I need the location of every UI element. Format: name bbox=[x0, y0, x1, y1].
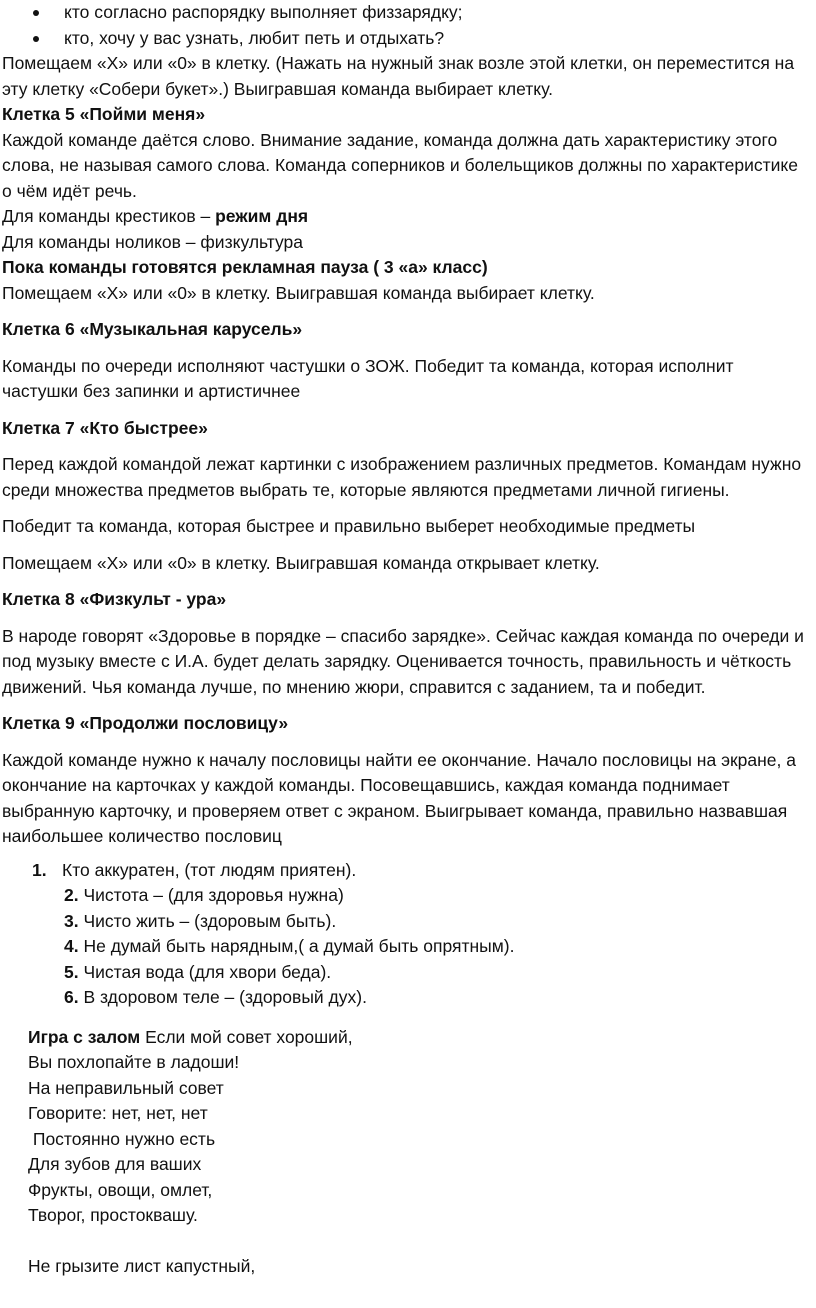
bullet-icon bbox=[33, 10, 39, 16]
proverb-list bbox=[2, 858, 806, 1011]
paragraph: Команды по очереди исполняют частушки о ЗОЖ. Победит та команда, которая исполнит частушки без запинки и артистичнее bbox=[2, 355, 734, 401]
section-heading: Клетка 9 «Продолжи пословицу» bbox=[2, 713, 289, 733]
section-heading: Клетка 6 «Музыкальная карусель» bbox=[2, 319, 303, 339]
poem-line: Для зубов для ваших bbox=[28, 1154, 202, 1174]
list-item: 6. В здоровом теле – (здоровый дух). bbox=[64, 987, 367, 1007]
paragraph: Помещаем «Х» или «0» в клетку. (Нажать на нужный знак возле этой клетки, он переместится на эту клетку «Собери букет».) Выигравшая команда выбирает клетку. bbox=[2, 53, 795, 99]
list-item: 1. Кто аккуратен, (тот людям приятен). bbox=[32, 859, 357, 880]
poem-line: Игра с залом Если мой совет хороший, bbox=[28, 1026, 353, 1047]
section-heading: Пока команды готовятся рекламная пауза ( 3 «а» класс) bbox=[2, 257, 488, 277]
poem-line: Творог, простоквашу. bbox=[28, 1205, 198, 1225]
bullet-icon bbox=[33, 36, 39, 42]
list-item: 5. Чистая вода (для хвори беда). bbox=[64, 961, 332, 982]
paragraph: Каждой команде нужно к началу пословицы найти ее окончание. Начало пословицы на экране, а окончание на карточках у каждой команды. Посовещавшись, каждая команда поднимает выбранную карточку, и проверяем ответ с экраном. Выигрывает команда, правильно назвавшая наибольшее количество пословиц bbox=[2, 749, 796, 846]
list-item: кто согласно распорядку выполняет физзарядку; bbox=[2, 0, 806, 26]
poem-line: Не грызите лист капустный, bbox=[28, 1256, 256, 1276]
list-item: 2. Чистота – (для здоровья нужна) bbox=[64, 885, 344, 905]
paragraph: Для команды ноликов – физкультура bbox=[2, 231, 304, 252]
list-item: 4. Не думай быть нарядным,( а думай быть опрятным). bbox=[64, 936, 515, 956]
poem-line: Постоянно нужно есть bbox=[28, 1128, 216, 1149]
paragraph: В народе говорят «Здоровье в порядке – спасибо зарядке». Сейчас каждая команда по очереди и под музыку вместе с И.А. будет делать зарядку. Оценивается точность, правильность и чёткость движений. Чья команда лучше, по мнению жюри, справится с заданием, та и победит. bbox=[2, 625, 804, 697]
poem-line: Говорите: нет, нет, нет bbox=[28, 1103, 208, 1123]
section-heading: Клетка 5 «Пойми меня» bbox=[2, 104, 206, 124]
section-heading: Клетка 7 «Кто быстрее» bbox=[2, 417, 208, 438]
paragraph: Перед каждой командой лежат картинки с изображением различных предметов. Командам нужно среди множества предметов выбрать те, которые являются предметами личной гигиены. bbox=[2, 454, 802, 500]
paragraph: Помещаем «Х» или «0» в клетку. Выигравшая команда выбирает клетку. bbox=[2, 282, 595, 303]
list-item: кто, хочу у вас узнать, любит петь и отдыхать? bbox=[2, 26, 806, 52]
poem-line: На неправильный совет bbox=[28, 1077, 224, 1098]
paragraph: Помещаем «Х» или «0» в клетку. Выигравшая команда открывает клетку. bbox=[2, 552, 600, 573]
paragraph: Для команды крестиков – режим дня bbox=[2, 206, 309, 226]
paragraph: Каждой команде даётся слово. Внимание задание, команда должна дать характеристику этого слова, не называя самого слова. Команда соперников и болельщиков должны по характеристике о чём идёт речь. bbox=[2, 129, 798, 201]
paragraph: Победит та команда, которая быстрее и правильно выберет необходимые предметы bbox=[2, 516, 696, 536]
audience-game bbox=[2, 1025, 806, 1280]
poem-line: Фрукты, овощи, омлет, bbox=[28, 1179, 213, 1200]
bullet-list bbox=[2, 0, 806, 51]
section-heading: Клетка 8 «Физкульт - ура» bbox=[2, 589, 227, 609]
list-item: 3. Чисто жить – (здоровым быть). bbox=[64, 910, 337, 931]
blank-line bbox=[28, 1229, 806, 1255]
poem-line: Вы похлопайте в ладоши! bbox=[28, 1052, 240, 1072]
